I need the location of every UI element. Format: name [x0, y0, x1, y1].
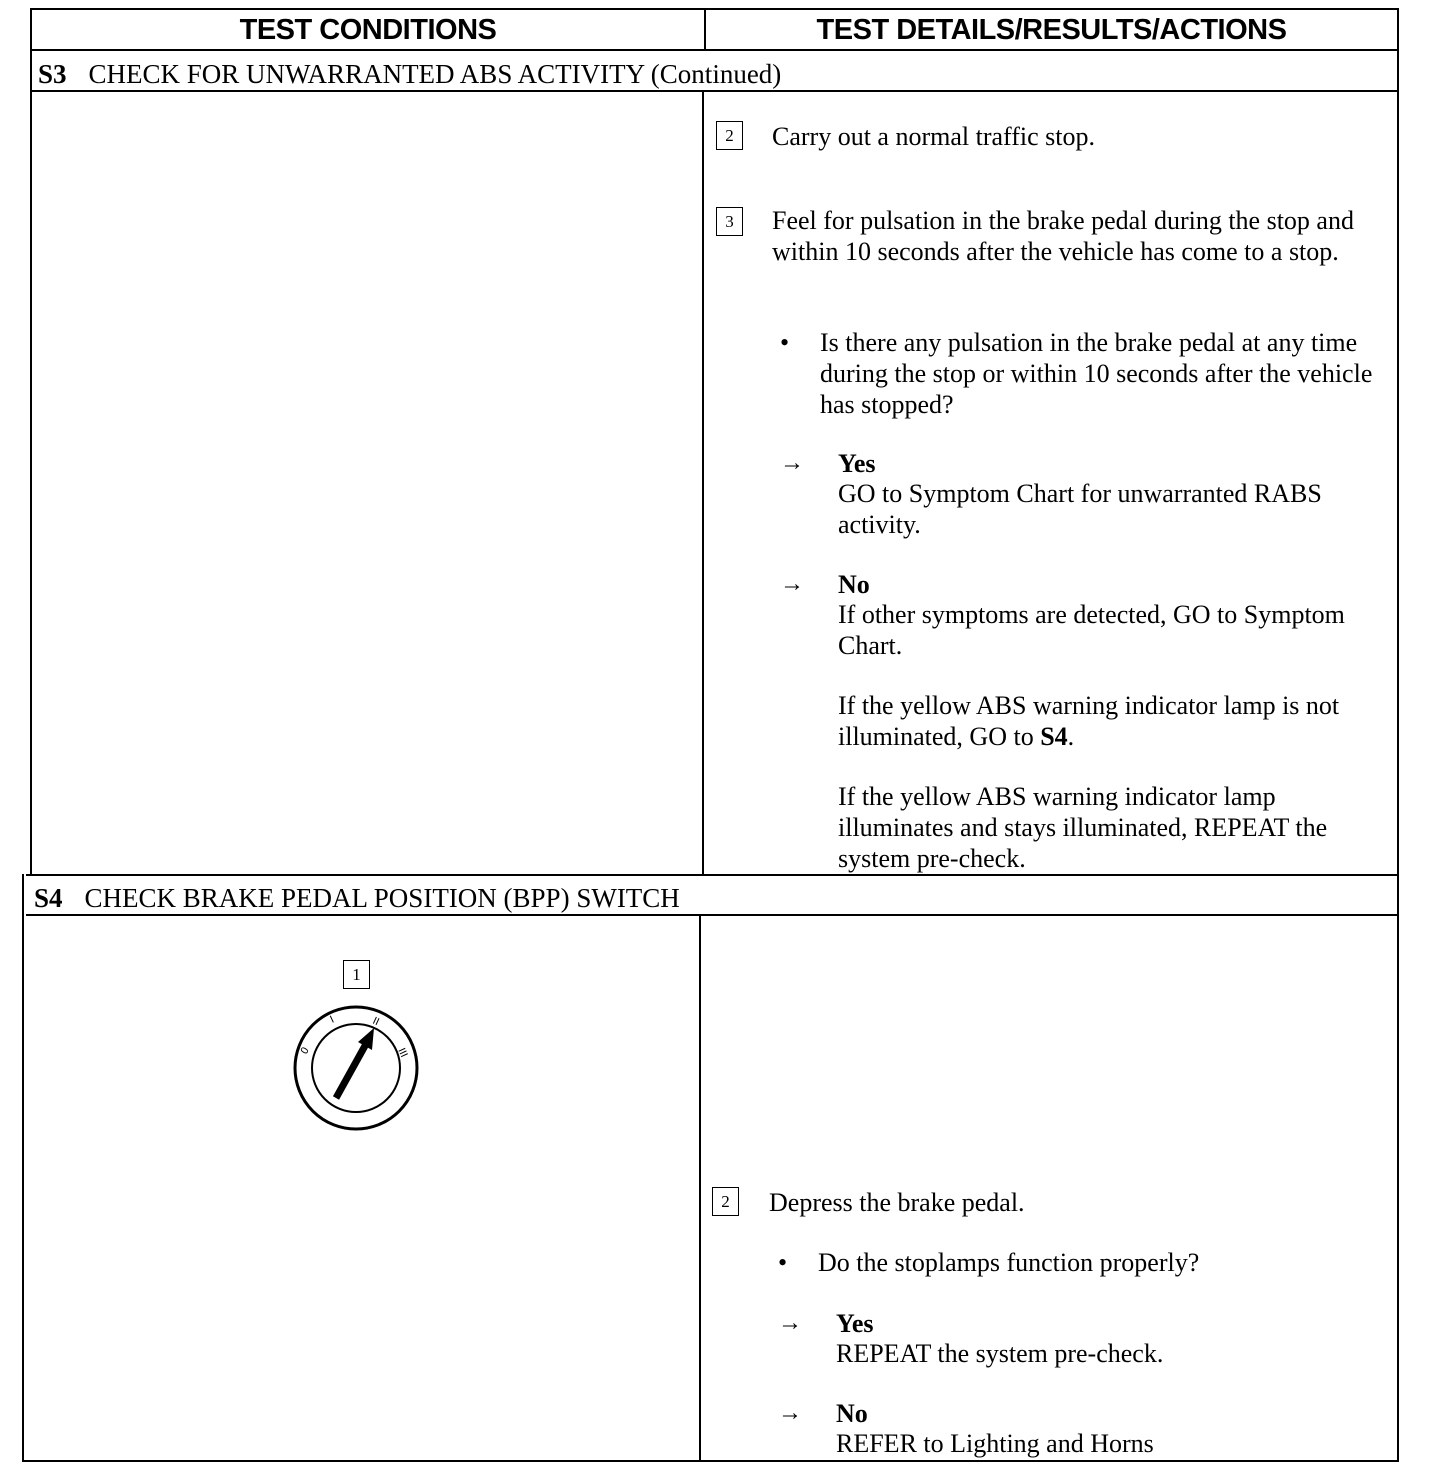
ignition-position-0: 0 [299, 1045, 312, 1057]
s4-step-1-number: 1 [343, 960, 370, 989]
s3-title-bottom-border [30, 90, 1399, 92]
s3-no-text-3: If the yellow ABS warning indicator lamp illuminates and stays illuminated, REPEAT the system pre-check. [838, 782, 1328, 873]
s4-yes-label: Yes [836, 1309, 874, 1338]
s3-step-3-number: 3 [716, 207, 743, 236]
s4-yes-text: REPEAT the system pre-check. [836, 1339, 1164, 1368]
s3-step-2-number: 2 [716, 121, 743, 150]
s3-step-3-text: Feel for pulsation in the brake pedal during the stop and within 10 seconds after the vehicle has come to a stop. [772, 206, 1354, 266]
s3-no-text-2 [838, 690, 1383, 752]
s3-no-arrow-icon: → [780, 571, 804, 597]
table-left-border-top [30, 8, 32, 876]
header-test-details: TEST DETAILS/RESULTS/ACTIONS [816, 14, 1287, 46]
s3-question-bullet: • [780, 328, 790, 357]
s4-step-2-number: 2 [712, 1187, 739, 1216]
table-left-border-bottom [22, 874, 24, 1462]
s4-title-bottom-border [26, 914, 1399, 916]
s3-no-text-2-end: . [1067, 722, 1075, 751]
s3-no-label: No [838, 570, 870, 599]
s3-no-text-2-ref: S4 [1040, 722, 1068, 751]
s4-yes-arrow-icon: → [778, 1310, 802, 1336]
s3-no-text-2-main: If the yellow ABS warning indicator lamp is not illuminated, GO to [838, 691, 1340, 751]
s3-no-text-1: If other symptoms are detected, GO to Symptom Chart. [838, 600, 1345, 660]
ignition-switch-icon [288, 1000, 428, 1140]
s4-no-label: No [836, 1399, 868, 1428]
ignition-position-1: I [328, 1014, 336, 1026]
s3-section-text: CHECK FOR UNWARRANTED ABS ACTIVITY (Continued) [88, 59, 782, 89]
s4-step-2-text: Depress the brake pedal. [769, 1188, 1025, 1217]
s4-column-divider [699, 914, 701, 1462]
s3-yes-text: GO to Symptom Chart for unwarranted RABS activity. [838, 479, 1322, 539]
s3-yes-label: Yes [838, 449, 876, 478]
s4-title-top-border [26, 874, 1399, 876]
s4-section-id: S4 [34, 883, 63, 913]
s3-section-id: S3 [38, 59, 67, 89]
header-bottom-border [30, 49, 1399, 51]
ignition-position-2: II [370, 1015, 381, 1029]
s3-yes-arrow-icon: → [780, 450, 804, 476]
s4-section-text: CHECK BRAKE PEDAL POSITION (BPP) SWITCH [84, 883, 680, 913]
s3-question-text: Is there any pulsation in the brake pedal at any time during the stop or within 10 seconds after the vehicle has stopped? [820, 328, 1373, 419]
s4-no-text: REFER to Lighting and Horns [836, 1429, 1154, 1458]
ignition-position-3: III [395, 1046, 409, 1060]
ignition-key-shaft [336, 1044, 366, 1098]
table-bottom-border [22, 1460, 1399, 1462]
s4-question-text: Do the stoplamps function properly? [818, 1248, 1200, 1277]
s3-step-2-text: Carry out a normal traffic stop. [772, 122, 1095, 151]
table-right-border [1397, 8, 1399, 1462]
s4-question-bullet: • [778, 1248, 788, 1277]
s4-section-title [34, 883, 680, 913]
s4-no-arrow-icon: → [778, 1400, 802, 1426]
s3-section-title [38, 59, 781, 89]
header-test-conditions: TEST CONDITIONS [239, 14, 497, 46]
s3-column-divider [702, 90, 704, 876]
